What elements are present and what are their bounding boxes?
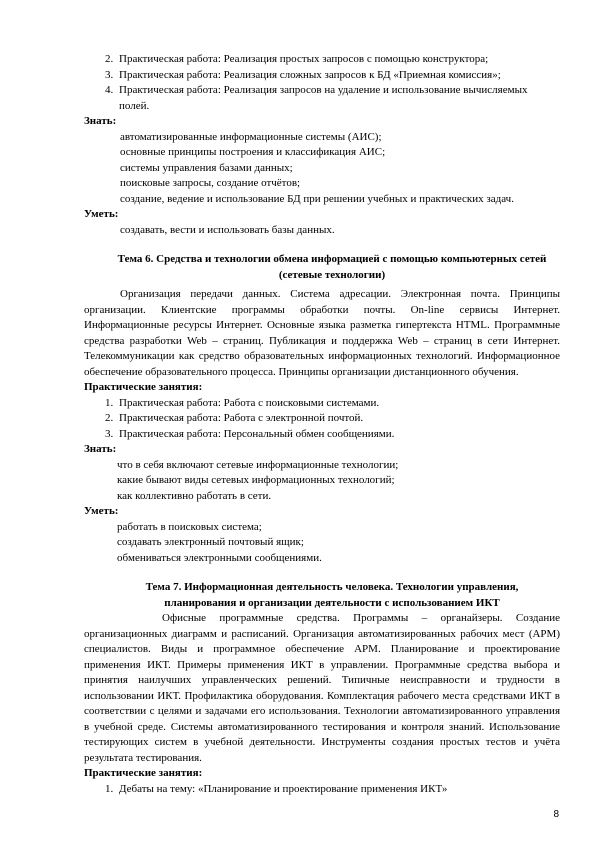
know-label: Знать: <box>84 443 117 455</box>
practice-label: Практические занятия: <box>84 767 203 779</box>
list-item: 3. Практическая работа: Реализация сложных запросов к БД «Приемная комиссия»; <box>116 68 560 84</box>
topic-7-title: Тема 7. Информационная деятельность человека. Технологии управления, планирования и организации деятельности с использованием ИКТ <box>145 581 519 609</box>
list-item: основные принципы построения и классификация АИС; <box>120 146 386 158</box>
know-list <box>84 458 560 505</box>
practical-list-top <box>84 52 560 114</box>
list-item: 2. Практическая работа: Реализация простых запросов с помощью конструктора; <box>116 52 560 68</box>
skill-label: Уметь: <box>84 505 119 517</box>
list-item: обмениваться электронными сообщениями. <box>117 551 322 564</box>
page-number: 8 <box>553 809 559 820</box>
know-label: Знать: <box>84 115 117 127</box>
topic-6-practice-list <box>84 396 560 443</box>
practice-label: Практические занятия: <box>84 381 203 393</box>
list-item: создание, ведение и использование БД при решении учебных и практических задач. <box>120 192 514 205</box>
topic-7-practice-list <box>84 782 560 798</box>
list-item: что в себя включают сетевые информационные технологии; <box>117 458 399 471</box>
list-item: какие бывают виды сетевых информационных технологий; <box>117 474 395 486</box>
list-item: системы управления базами данных; <box>120 161 293 174</box>
list-item: автоматизированные информационные системы (АИС); <box>120 130 382 143</box>
list-item: работать в поисковых система; <box>117 520 262 533</box>
topic-6-title: Тема 6. Средства и технологии обмена информацией с помощью компьютерных сетей (сетевые технологии) <box>117 253 547 281</box>
list-item: 3. Практическая работа: Персональный обмен сообщениями. <box>116 427 560 443</box>
know-list <box>84 130 560 208</box>
skill-list <box>84 520 560 567</box>
list-item: создавать электронный почтовый ящик; <box>117 536 304 548</box>
list-item: 4. Практическая работа: Реализация запросов на удаление и использование вычисляемых полей. <box>116 83 560 114</box>
list-item: поисковые запросы, создание отчётов; <box>120 177 301 189</box>
list-item: 1. Практическая работа: Работа с поисковыми системами. <box>116 396 560 412</box>
page-content <box>84 52 560 797</box>
skill-list <box>84 223 560 239</box>
list-item: 1. Дебаты на тему: «Планирование и проектирование применения ИКТ» <box>116 782 560 798</box>
list-item: 2. Практическая работа: Работа с электронной почтой. <box>116 411 560 427</box>
list-item: как коллективно работать в сети. <box>117 489 272 502</box>
list-item: создавать, вести и использовать базы данных. <box>120 223 335 236</box>
skill-label: Уметь: <box>84 208 119 220</box>
topic-6-text: Организация передачи данных. Система адресации. Электронная почта. Принципы организации. Клиентские программы обработки почты. On-line сервисы Интернет. Информационные ресурсы Интернет. Основные языка разметка гипертекста HTML. Программные средства разработки Web – страниц. Публикация и поддержка Web – страниц в сети Интернет. Телекоммуникации как средство образовательных информационных технологий. Информационное обеспечение образовательного процесса. Принципы организации дистанционного обучения. <box>84 288 560 378</box>
topic-7-text: Офисные программные средства. Программы – органайзеры. Создание организационных диаграмм и расписаний. Организация автоматизированных рабочих мест (АРМ) специалистов. Виды и программное обеспечение АРМ. Планирование и проектирование применения ИКТ. Примеры применения ИКТ в управлении. Программные средства выбора и принятия наилучших управленческих решений. Типичные неисправности и трудности в использовании ИКТ. Профилактика оборудования. Комплектация рабочего места средствами ИКТ в соответствии с целями и задачами его использования. Технологии автоматизированного управления в учебной среде. Системы автоматизированного тестирования и контроля знаний. Использование тестирующих систем в учебной деятельности. Инструменты создания простых тестов и учёта результата тестирования. <box>84 612 560 764</box>
